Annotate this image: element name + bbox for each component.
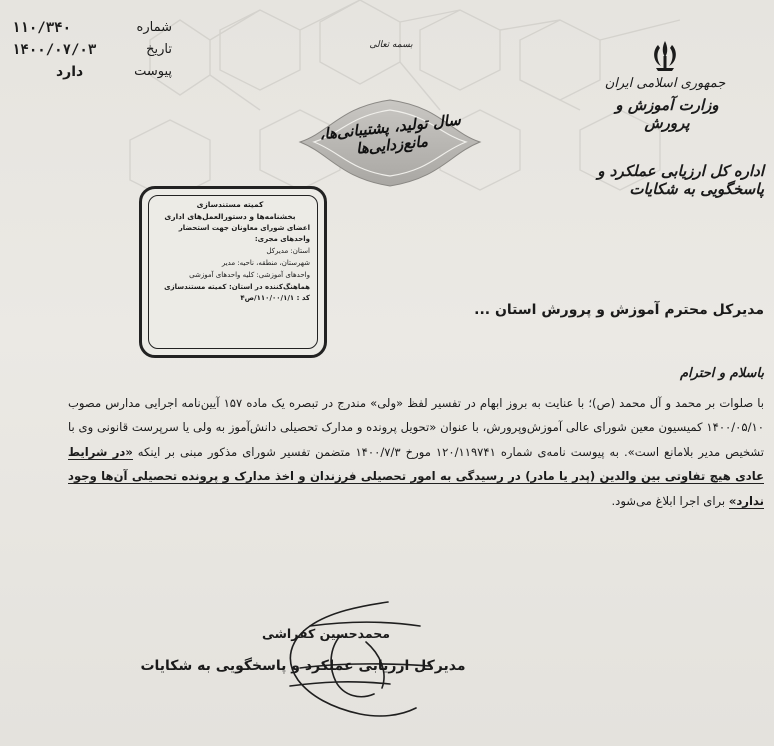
iran-emblem-icon <box>648 38 682 74</box>
stamp-line: کد : ۱۱۰/۰۰/۱/۱/ص۴ <box>240 294 310 303</box>
bismillah-text: بسمه تعالی <box>369 40 413 50</box>
number-label: شماره <box>136 20 172 35</box>
routing-stamp <box>139 186 327 358</box>
stamp-line: اعضای شورای معاونان جهت استحضار <box>178 223 310 232</box>
slogan-text: سال تولید، پشتیبانی‌ها، مانع‌زدایی‌ها <box>318 110 462 158</box>
stamp-line: هماهنگ‌کننده در استان: کمیته مستندسازی <box>164 282 310 291</box>
stamp-content <box>150 199 310 305</box>
date-value: ۱۴۰۰/۰۷/۰۳ <box>12 42 97 58</box>
signer-title: مدیرکل ارزیابی عملکرد و پاسخگویی به شکایات <box>140 658 466 674</box>
stamp-line: واحدهای آموزشی: کلیه واحدهای آموزشی <box>189 270 310 279</box>
number-row <box>12 20 172 42</box>
number-value: ۱۱۰/۳۴۰ <box>12 20 72 36</box>
letter-meta <box>12 20 172 86</box>
attachment-value: دارد <box>56 64 84 80</box>
stamp-line: استان: مدیرکل <box>266 247 310 256</box>
ministry-name: وزارت آموزش و پرورش <box>615 96 719 132</box>
addressee: مدیرکل محترم آموزش و پرورش استان ... <box>474 302 764 318</box>
department-name: اداره کل ارزیابی عملکرد و پاسخگویی به شکایات <box>597 162 764 198</box>
signer-name: محمدحسین کفراشی <box>261 626 391 641</box>
stamp-line: شهرستان، منطقه، ناحیه: مدیر <box>221 258 310 267</box>
date-label: تاریخ <box>146 42 172 57</box>
stamp-line: کمیته مستندسازی <box>196 200 264 209</box>
stamp-line: بخشنامه‌ها و دستورالعمل‌های اداری <box>164 211 296 221</box>
letter-body <box>68 391 764 513</box>
government-name: جمهوری اسلامی ایران <box>604 76 726 91</box>
attachment-row <box>12 64 172 86</box>
body-text: با صلوات بر محمد و آل محمد (ص)؛ با عنایت به بروز ابهام در تفسیر لفظ «ولی» مندرج در تبصره یک ماده ۱۵۷ آیین‌نامه اجرایی مدارس مصوب ۱۴۰۰/۰۵/۱۰ کمیسیون معین شورای عالی آموزش‌وپرورش، با عنوان «تحویل پرونده و مدارک تحصیلی دانش‌آموز به ولی یا سرپرست قانونی وی با تشخیص مدیر بلامانع است». به پیوست نامه‌ی شماره ۱۲۰/۱۱۹۷۴۱ مورخ ۱۴۰۰/۷/۳ متضمن تفسیر شورای مذکور مبنی بر اینکه <box>68 396 764 459</box>
stamp-line: واحدهای مجری: <box>254 235 310 244</box>
greeting: باسلام و احترام <box>679 366 764 381</box>
body-emphasis: «در شرایط عادی هیچ تفاوتی بین والدین (پدر یا مادر) در رسیدگی به امور تحصیلی فرزندان و اخذ مدارک و پرونده تحصیلی آن‌ها وجود ندارد» <box>68 444 764 508</box>
attachment-label: پیوست <box>134 64 172 79</box>
date-row <box>12 42 172 64</box>
body-ending: برای اجرا ابلاغ می‌شود. <box>611 493 726 508</box>
